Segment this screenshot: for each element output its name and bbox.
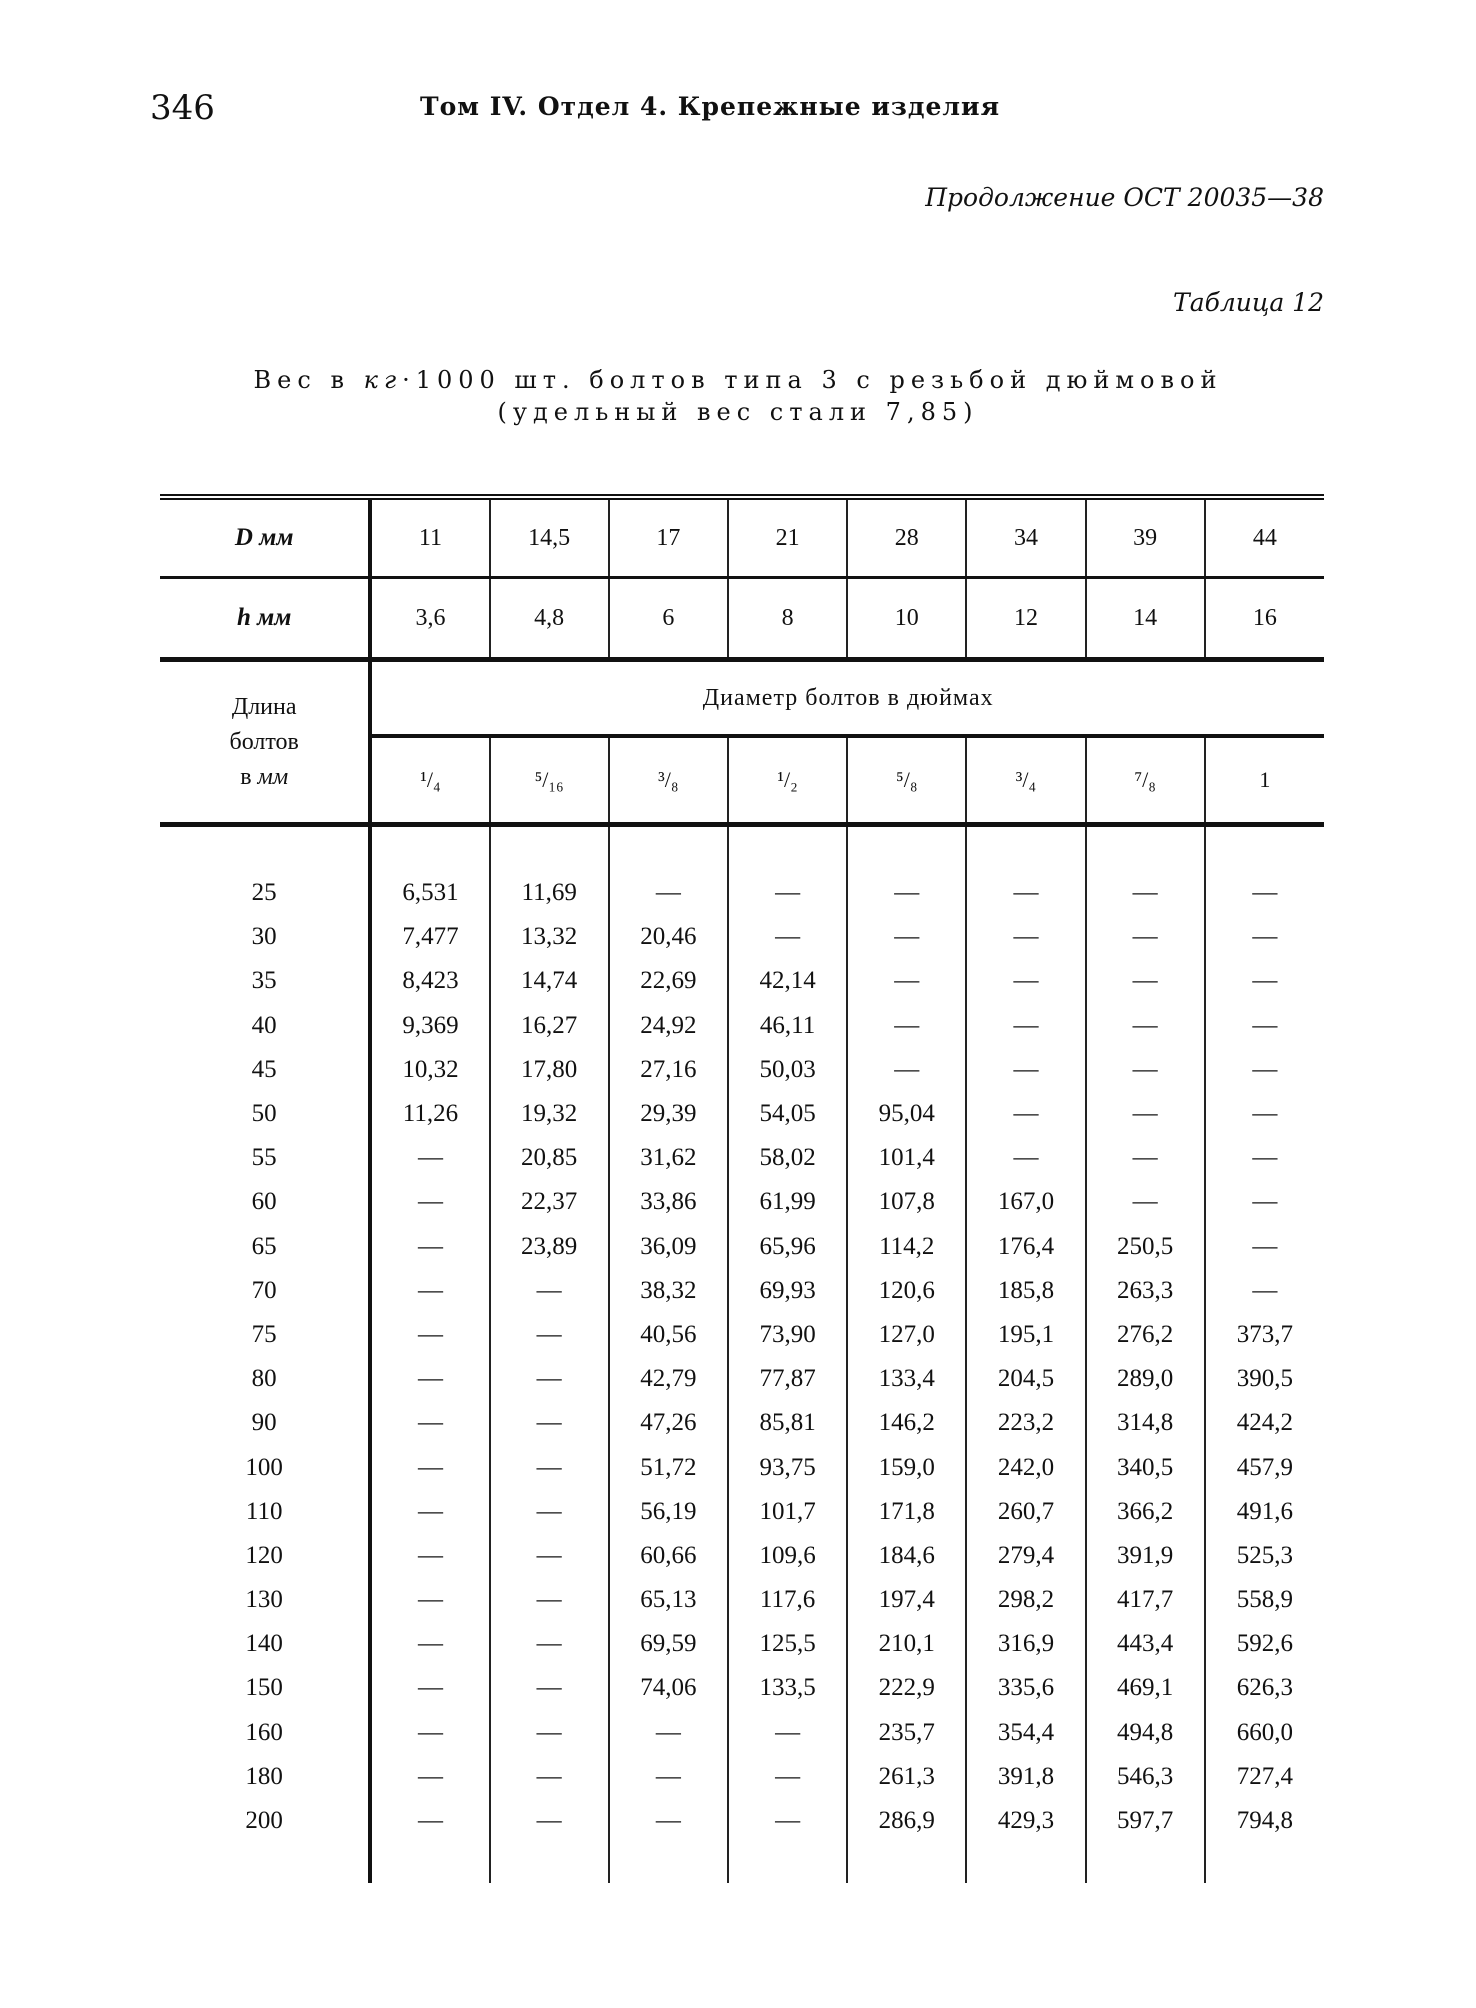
table-row bbox=[160, 1578, 1324, 1622]
weight-value: 13,32 bbox=[490, 915, 609, 959]
spacer-cell bbox=[966, 825, 1085, 872]
weight-value: — bbox=[490, 1622, 609, 1666]
weight-value: — bbox=[728, 915, 847, 959]
h-row bbox=[160, 578, 1324, 660]
weight-value: 171,8 bbox=[847, 1490, 966, 1534]
weight-value: — bbox=[609, 871, 728, 915]
table-row bbox=[160, 1180, 1324, 1224]
caption-unit: кг bbox=[363, 366, 403, 394]
weight-value: — bbox=[609, 1755, 728, 1799]
table-row bbox=[160, 1490, 1324, 1534]
table-row bbox=[160, 1755, 1324, 1799]
length-value: 65 bbox=[160, 1225, 370, 1269]
weight-value: — bbox=[1252, 1100, 1278, 1128]
table-row bbox=[160, 1666, 1324, 1710]
table-row bbox=[160, 1534, 1324, 1578]
weight-value: 335,6 bbox=[966, 1666, 1085, 1710]
diameter-inch: ¹/₄ bbox=[370, 736, 489, 825]
weight-value: 314,8 bbox=[1086, 1401, 1205, 1445]
d-value: 21 bbox=[728, 497, 847, 578]
weight-value: 50,03 bbox=[728, 1048, 847, 1092]
weight-value: 42,79 bbox=[609, 1357, 728, 1401]
spacer-cell bbox=[1086, 1843, 1205, 1883]
weight-value: 794,8 bbox=[1236, 1807, 1294, 1835]
length-value: 130 bbox=[160, 1578, 370, 1622]
weight-value: 223,2 bbox=[966, 1401, 1085, 1445]
weight-value: — bbox=[1252, 1144, 1278, 1172]
weight-value: 36,09 bbox=[609, 1225, 728, 1269]
table-row bbox=[160, 1313, 1324, 1357]
weight-value: 42,14 bbox=[728, 959, 847, 1003]
weight-value: 424,2 bbox=[1236, 1409, 1294, 1437]
spacer-cell bbox=[490, 1843, 609, 1883]
weight-value: 51,72 bbox=[609, 1445, 728, 1489]
diameter-title: Диаметр болтов в дюймах bbox=[370, 660, 1324, 737]
length-value: 60 bbox=[160, 1180, 370, 1224]
d-value: 17 bbox=[609, 497, 728, 578]
weight-value: — bbox=[1086, 915, 1205, 959]
weight-value: — bbox=[370, 1445, 489, 1489]
weight-value: — bbox=[1252, 923, 1278, 951]
weight-value: 10,32 bbox=[370, 1048, 489, 1092]
table-row bbox=[160, 1711, 1324, 1755]
spacer-cell bbox=[728, 825, 847, 872]
weight-value: — bbox=[490, 1490, 609, 1534]
weight-value: 235,7 bbox=[847, 1711, 966, 1755]
weight-value: 279,4 bbox=[966, 1534, 1085, 1578]
length-value: 100 bbox=[160, 1445, 370, 1489]
table-row bbox=[160, 1357, 1324, 1401]
weight-value: 22,37 bbox=[490, 1180, 609, 1224]
weight-value: — bbox=[490, 1534, 609, 1578]
weight-value: 494,8 bbox=[1086, 1711, 1205, 1755]
spacer-cell bbox=[847, 1843, 966, 1883]
weight-value: 146,2 bbox=[847, 1401, 966, 1445]
weight-value: — bbox=[966, 1004, 1085, 1048]
length-value: 75 bbox=[160, 1313, 370, 1357]
weight-value: — bbox=[728, 1799, 847, 1843]
weight-value: — bbox=[728, 871, 847, 915]
bolt-weight-table bbox=[160, 494, 1324, 1883]
weight-value: 250,5 bbox=[1086, 1225, 1205, 1269]
spacer-cell bbox=[490, 825, 609, 872]
table-caption-line-1 bbox=[150, 366, 1326, 394]
weight-value: 204,5 bbox=[966, 1357, 1085, 1401]
weight-value: — bbox=[966, 959, 1085, 1003]
h-value: 3,6 bbox=[370, 578, 489, 660]
running-head: Том IV. Отдел 4. Крепежные изделия bbox=[420, 92, 1001, 121]
weight-value: — bbox=[1086, 959, 1205, 1003]
h-value: 14 bbox=[1086, 578, 1205, 660]
weight-value: 286,9 bbox=[847, 1799, 966, 1843]
weight-value: — bbox=[1252, 879, 1278, 907]
weight-value: 69,59 bbox=[609, 1622, 728, 1666]
weight-value: 289,0 bbox=[1086, 1357, 1205, 1401]
h-value: 10 bbox=[847, 578, 966, 660]
weight-value: — bbox=[370, 1136, 489, 1180]
h-value: 16 bbox=[1205, 578, 1324, 660]
weight-value: — bbox=[370, 1534, 489, 1578]
weight-value: — bbox=[1086, 1092, 1205, 1136]
weight-value: — bbox=[490, 1313, 609, 1357]
d-value: 14,5 bbox=[490, 497, 609, 578]
weight-value: 417,7 bbox=[1086, 1578, 1205, 1622]
weight-value: 429,3 bbox=[966, 1799, 1085, 1843]
length-value: 45 bbox=[160, 1048, 370, 1092]
diameter-inch: ⁷/₈ bbox=[1086, 736, 1205, 825]
weight-value: — bbox=[1252, 1055, 1278, 1083]
weight-value: — bbox=[370, 1313, 489, 1357]
weight-value: 14,74 bbox=[490, 959, 609, 1003]
spacer-cell bbox=[1086, 825, 1205, 872]
weight-value: 125,5 bbox=[728, 1622, 847, 1666]
weight-value: 195,1 bbox=[966, 1313, 1085, 1357]
weight-value: 133,5 bbox=[728, 1666, 847, 1710]
weight-value: — bbox=[1252, 1276, 1278, 1304]
length-value: 180 bbox=[160, 1755, 370, 1799]
table-row bbox=[160, 959, 1324, 1003]
weight-value: — bbox=[1086, 1136, 1205, 1180]
table-row bbox=[160, 871, 1324, 915]
weight-value: 114,2 bbox=[847, 1225, 966, 1269]
weight-value: 469,1 bbox=[1086, 1666, 1205, 1710]
diameter-title-row bbox=[160, 660, 1324, 737]
spacer-cell bbox=[609, 825, 728, 872]
weight-value: 29,39 bbox=[609, 1092, 728, 1136]
weight-value: 65,96 bbox=[728, 1225, 847, 1269]
weight-value: — bbox=[370, 1180, 489, 1224]
weight-value: 20,46 bbox=[609, 915, 728, 959]
weight-value: 210,1 bbox=[847, 1622, 966, 1666]
spacer-cell bbox=[1205, 1843, 1324, 1883]
header-separator bbox=[160, 825, 1324, 872]
weight-value: 316,9 bbox=[966, 1622, 1085, 1666]
weight-value: — bbox=[966, 1136, 1085, 1180]
weight-value: 20,85 bbox=[490, 1136, 609, 1180]
weight-value: 27,16 bbox=[609, 1048, 728, 1092]
spacer-cell bbox=[160, 1843, 370, 1883]
weight-value: 58,02 bbox=[728, 1136, 847, 1180]
weight-value: 31,62 bbox=[609, 1136, 728, 1180]
weight-value: 6,531 bbox=[370, 871, 489, 915]
weight-value: — bbox=[966, 1048, 1085, 1092]
weight-value: — bbox=[966, 915, 1085, 959]
weight-value: — bbox=[370, 1711, 489, 1755]
weight-value: 354,4 bbox=[966, 1711, 1085, 1755]
weight-value: 391,8 bbox=[966, 1755, 1085, 1799]
weight-value: 19,32 bbox=[490, 1092, 609, 1136]
weight-value: 184,6 bbox=[847, 1534, 966, 1578]
weight-value: 73,90 bbox=[728, 1313, 847, 1357]
weight-value: 263,3 bbox=[1086, 1269, 1205, 1313]
length-value: 70 bbox=[160, 1269, 370, 1313]
spacer-cell bbox=[847, 825, 966, 872]
length-value: 40 bbox=[160, 1004, 370, 1048]
weight-value: — bbox=[490, 1755, 609, 1799]
length-value: 110 bbox=[160, 1490, 370, 1534]
weight-value: — bbox=[490, 1357, 609, 1401]
h-label: h мм bbox=[160, 578, 370, 660]
length-value: 160 bbox=[160, 1711, 370, 1755]
weight-value: — bbox=[728, 1711, 847, 1755]
weight-value: — bbox=[847, 1004, 966, 1048]
spacer-cell bbox=[370, 825, 489, 872]
spacer-cell bbox=[160, 825, 370, 872]
weight-value: 17,80 bbox=[490, 1048, 609, 1092]
weight-value: — bbox=[490, 1711, 609, 1755]
weight-value: — bbox=[490, 1578, 609, 1622]
weight-value: 185,8 bbox=[966, 1269, 1085, 1313]
length-label-line: болтов bbox=[229, 728, 299, 755]
table-label: Таблица 12 bbox=[1173, 288, 1324, 317]
weight-value: 60,66 bbox=[609, 1534, 728, 1578]
page-number: 346 bbox=[150, 88, 215, 128]
table-caption-line-2: (удельный вес стали 7,85) bbox=[497, 398, 979, 426]
weight-value: 11,26 bbox=[370, 1092, 489, 1136]
h-value: 12 bbox=[966, 578, 1085, 660]
weight-value: 40,56 bbox=[609, 1313, 728, 1357]
d-value: 11 bbox=[370, 497, 489, 578]
length-value: 55 bbox=[160, 1136, 370, 1180]
weight-value: — bbox=[1252, 1188, 1278, 1216]
table-row bbox=[160, 1048, 1324, 1092]
weight-value: 443,4 bbox=[1086, 1622, 1205, 1666]
weight-value: 9,369 bbox=[370, 1004, 489, 1048]
d-value: 44 bbox=[1252, 524, 1277, 551]
weight-value: — bbox=[1086, 1004, 1205, 1048]
weight-value: 298,2 bbox=[966, 1578, 1085, 1622]
spacer-cell bbox=[609, 1843, 728, 1883]
weight-value: — bbox=[490, 1799, 609, 1843]
length-label bbox=[160, 660, 370, 825]
weight-value: 109,6 bbox=[728, 1534, 847, 1578]
table-row bbox=[160, 1269, 1324, 1313]
weight-value: 23,89 bbox=[490, 1225, 609, 1269]
diameter-inch: ¹/₂ bbox=[728, 736, 847, 825]
spacer-cell bbox=[728, 1843, 847, 1883]
weight-value: 7,477 bbox=[370, 915, 489, 959]
weight-value: 54,05 bbox=[728, 1092, 847, 1136]
length-value: 200 bbox=[160, 1799, 370, 1843]
h-value: 4,8 bbox=[490, 578, 609, 660]
weight-value: — bbox=[1086, 1180, 1205, 1224]
weight-value: 8,423 bbox=[370, 959, 489, 1003]
spacer-cell bbox=[370, 1843, 489, 1883]
d-label: D мм bbox=[160, 497, 370, 578]
caption-part: ·1000 шт. болтов типа 3 с резьбой дюймовой bbox=[402, 366, 1223, 394]
weight-value: 65,13 bbox=[609, 1578, 728, 1622]
weight-value: — bbox=[1086, 1048, 1205, 1092]
h-value: 6 bbox=[609, 578, 728, 660]
weight-value: 127,0 bbox=[847, 1313, 966, 1357]
weight-value: 95,04 bbox=[847, 1092, 966, 1136]
weight-value: — bbox=[490, 1401, 609, 1445]
weight-value: — bbox=[370, 1357, 489, 1401]
weight-value: 592,6 bbox=[1236, 1630, 1294, 1658]
weight-value: 597,7 bbox=[1086, 1799, 1205, 1843]
weight-value: — bbox=[1252, 1011, 1278, 1039]
d-value: 39 bbox=[1086, 497, 1205, 578]
weight-value: 22,69 bbox=[609, 959, 728, 1003]
weight-value: — bbox=[847, 871, 966, 915]
weight-value: 390,5 bbox=[1236, 1365, 1294, 1393]
h-value: 8 bbox=[728, 578, 847, 660]
table-row bbox=[160, 1445, 1324, 1489]
weight-value: 38,32 bbox=[609, 1269, 728, 1313]
weight-value: — bbox=[370, 1666, 489, 1710]
length-label-line: Длина bbox=[231, 693, 297, 720]
weight-value: 546,3 bbox=[1086, 1755, 1205, 1799]
weight-value: — bbox=[1252, 967, 1278, 995]
weight-value: 260,7 bbox=[966, 1490, 1085, 1534]
weight-value: 47,26 bbox=[609, 1401, 728, 1445]
length-value: 150 bbox=[160, 1666, 370, 1710]
weight-value: 93,75 bbox=[728, 1445, 847, 1489]
weight-value: 391,9 bbox=[1086, 1534, 1205, 1578]
diameter-inch: ⁵/₁₆ bbox=[490, 736, 609, 825]
weight-value: 74,06 bbox=[609, 1666, 728, 1710]
diameter-inch: 1 bbox=[1205, 736, 1324, 825]
weight-value: — bbox=[370, 1401, 489, 1445]
weight-value: — bbox=[1252, 1232, 1278, 1260]
weight-value: — bbox=[847, 915, 966, 959]
table-row bbox=[160, 1622, 1324, 1666]
weight-value: 117,6 bbox=[728, 1578, 847, 1622]
d-row bbox=[160, 497, 1324, 578]
d-value: 28 bbox=[847, 497, 966, 578]
weight-value: — bbox=[370, 1225, 489, 1269]
table-row bbox=[160, 915, 1324, 959]
weight-value: 457,9 bbox=[1236, 1453, 1294, 1481]
weight-value: 558,9 bbox=[1236, 1586, 1294, 1614]
table-row bbox=[160, 1092, 1324, 1136]
weight-value: 61,99 bbox=[728, 1180, 847, 1224]
weight-value: — bbox=[490, 1666, 609, 1710]
weight-value: — bbox=[490, 1445, 609, 1489]
weight-value: — bbox=[966, 871, 1085, 915]
weight-value: 77,87 bbox=[728, 1357, 847, 1401]
weight-value: — bbox=[609, 1711, 728, 1755]
weight-value: 340,5 bbox=[1086, 1445, 1205, 1489]
weight-value: 366,2 bbox=[1086, 1490, 1205, 1534]
weight-value: — bbox=[370, 1799, 489, 1843]
weight-value: 101,7 bbox=[728, 1490, 847, 1534]
weight-value: 727,4 bbox=[1236, 1762, 1294, 1790]
length-value: 50 bbox=[160, 1092, 370, 1136]
weight-value: 167,0 bbox=[966, 1180, 1085, 1224]
weight-value: 197,4 bbox=[847, 1578, 966, 1622]
weight-value: 101,4 bbox=[847, 1136, 966, 1180]
length-value: 80 bbox=[160, 1357, 370, 1401]
length-value: 140 bbox=[160, 1622, 370, 1666]
weight-value: 222,9 bbox=[847, 1666, 966, 1710]
weight-value: 373,7 bbox=[1236, 1320, 1294, 1348]
weight-value: 159,0 bbox=[847, 1445, 966, 1489]
diameter-inch: ³/₈ bbox=[609, 736, 728, 825]
diameter-inch: ⁵/₈ bbox=[847, 736, 966, 825]
length-value: 90 bbox=[160, 1401, 370, 1445]
weight-value: 24,92 bbox=[609, 1004, 728, 1048]
continuation-note: Продолжение ОСТ 20035—38 bbox=[925, 183, 1324, 212]
spacer-cell bbox=[1205, 825, 1324, 872]
diameter-inch: ³/₄ bbox=[966, 736, 1085, 825]
weight-value: 46,11 bbox=[728, 1004, 847, 1048]
length-label-line: в мм bbox=[240, 763, 289, 790]
weight-value: 120,6 bbox=[847, 1269, 966, 1313]
weight-value: — bbox=[847, 1048, 966, 1092]
weight-value: — bbox=[847, 959, 966, 1003]
weight-value: 107,8 bbox=[847, 1180, 966, 1224]
weight-value: 242,0 bbox=[966, 1445, 1085, 1489]
weight-value: — bbox=[370, 1622, 489, 1666]
weight-value: 16,27 bbox=[490, 1004, 609, 1048]
caption-part: Вес в bbox=[253, 366, 364, 394]
weight-value: 491,6 bbox=[1236, 1497, 1294, 1525]
weight-value: 69,93 bbox=[728, 1269, 847, 1313]
weight-value: 525,3 bbox=[1236, 1541, 1294, 1569]
weight-value: — bbox=[370, 1578, 489, 1622]
weight-value: — bbox=[490, 1269, 609, 1313]
weight-value: — bbox=[370, 1269, 489, 1313]
table-end-row bbox=[160, 1843, 1324, 1883]
table-body bbox=[160, 871, 1324, 1883]
length-value: 120 bbox=[160, 1534, 370, 1578]
weight-value: 133,4 bbox=[847, 1357, 966, 1401]
weight-value: 626,3 bbox=[1236, 1674, 1294, 1702]
weight-value: — bbox=[370, 1755, 489, 1799]
table-row bbox=[160, 1799, 1324, 1843]
length-value: 30 bbox=[160, 915, 370, 959]
weight-value: 176,4 bbox=[966, 1225, 1085, 1269]
table-row bbox=[160, 1004, 1324, 1048]
weight-value: — bbox=[370, 1490, 489, 1534]
weight-value: — bbox=[1086, 871, 1205, 915]
table-row bbox=[160, 1401, 1324, 1445]
weight-value: 33,86 bbox=[609, 1180, 728, 1224]
table-row bbox=[160, 1136, 1324, 1180]
weight-value: — bbox=[966, 1092, 1085, 1136]
weight-value: — bbox=[609, 1799, 728, 1843]
table-row bbox=[160, 1225, 1324, 1269]
length-value: 35 bbox=[160, 959, 370, 1003]
spacer-cell bbox=[966, 1843, 1085, 1883]
length-value: 25 bbox=[160, 871, 370, 915]
weight-value: 56,19 bbox=[609, 1490, 728, 1534]
weight-value: 11,69 bbox=[490, 871, 609, 915]
weight-value: — bbox=[728, 1755, 847, 1799]
weight-value: 276,2 bbox=[1086, 1313, 1205, 1357]
weight-value: 85,81 bbox=[728, 1401, 847, 1445]
weight-value: 261,3 bbox=[847, 1755, 966, 1799]
d-value: 34 bbox=[966, 497, 1085, 578]
weight-value: 660,0 bbox=[1236, 1718, 1294, 1746]
